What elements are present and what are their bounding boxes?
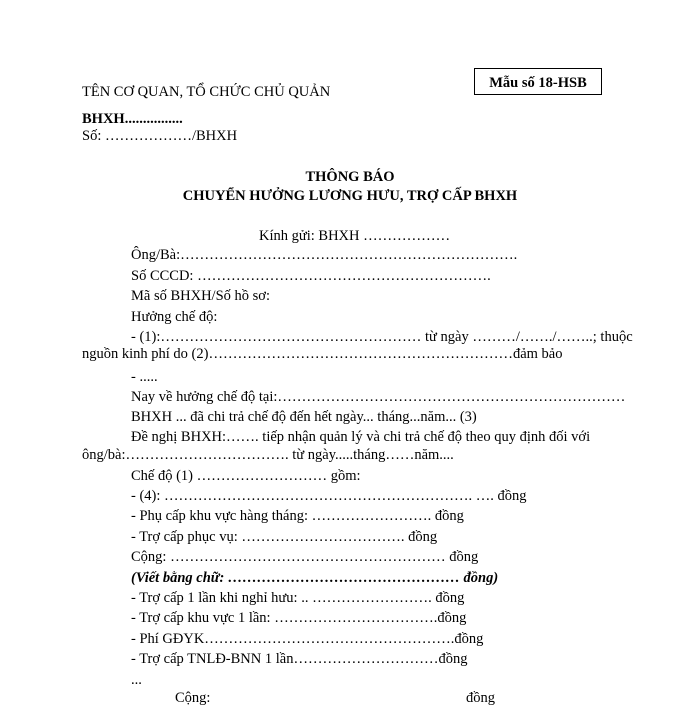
total-2-label: Cộng: — [175, 690, 211, 706]
insurance-number-field: Mã số BHXH/Số hồ sơ: — [131, 288, 270, 304]
transfer-to: Nay về hưởng chế độ tại:……………………………………………………………… — [131, 389, 626, 405]
item-1-line-2: nguồn kinh phí do (2)………………………………………………………đảm bảo — [82, 346, 563, 362]
paid-until: BHXH ... đã chi trả chế độ đến hết ngày... tháng...năm... (3) — [131, 409, 477, 425]
ellipsis-line: ... — [131, 672, 142, 688]
item-1-line-1: - (1):……………………………………………… từ ngày ………/……./……..; thuộc — [131, 329, 633, 345]
regional-allowance-monthly: - Phụ cấp khu vực hàng tháng: ……………………. đồng — [131, 508, 464, 524]
amount-4: - (4): ………………………………………………………. …. đồng — [131, 488, 527, 504]
occupational-lump-sum: - Trợ cấp TNLĐ-BNN 1 lần…………………………đồng — [131, 651, 468, 667]
form-number: Mẫu số 18-HSB — [489, 75, 587, 91]
retirement-lump-sum: - Trợ cấp 1 lần khi nghỉ hưu: .. ……………………. đồng — [131, 590, 465, 606]
regional-lump-sum: - Trợ cấp khu vực 1 lần: …………………………….đồng — [131, 610, 467, 626]
id-card-field: Số CCCD: ……………………………………………………. — [131, 268, 491, 284]
regime-heading: Hưởng chế độ: — [131, 309, 218, 325]
request-line-2: ông/bà:……………………………. từ ngày.....tháng……năm.... — [82, 447, 454, 463]
document-number: Số: ………………/BHXH — [82, 128, 238, 144]
total-line: Cộng: ………………………………………………… đồng — [131, 549, 479, 565]
form-number-box — [474, 68, 602, 95]
recipient: Kính gửi: BHXH ……………… — [259, 228, 451, 244]
agency-name: TÊN CƠ QUAN, TỔ CHỨC CHỦ QUẢN — [82, 84, 331, 100]
name-field: Ông/Bà:……………………………………………………………. — [131, 247, 518, 263]
total-2-unit: đồng — [466, 690, 495, 706]
title-line-1: THÔNG BÁO — [305, 169, 395, 185]
item-more: - ..... — [131, 369, 158, 385]
bhxh-unit: BHXH................ — [82, 111, 183, 127]
request-line-1: Đề nghị BHXH:……. tiếp nhận quản lý và chi trả chế độ theo quy định đối với — [131, 429, 591, 445]
medical-assessment-fee: - Phí GĐYK…………………………………………….đồng — [131, 631, 484, 647]
regime-total: Chế độ (1) ……………………… gồm: — [131, 468, 361, 484]
amount-in-words: (Viết bằng chữ: ………………………………………… đồng) — [131, 570, 499, 586]
service-allowance: - Trợ cấp phục vụ: ……………………………. đồng — [131, 529, 438, 545]
title-line-2: CHUYỂN HƯỞNG LƯƠNG HƯU, TRỢ CẤP BHXH — [182, 188, 518, 204]
